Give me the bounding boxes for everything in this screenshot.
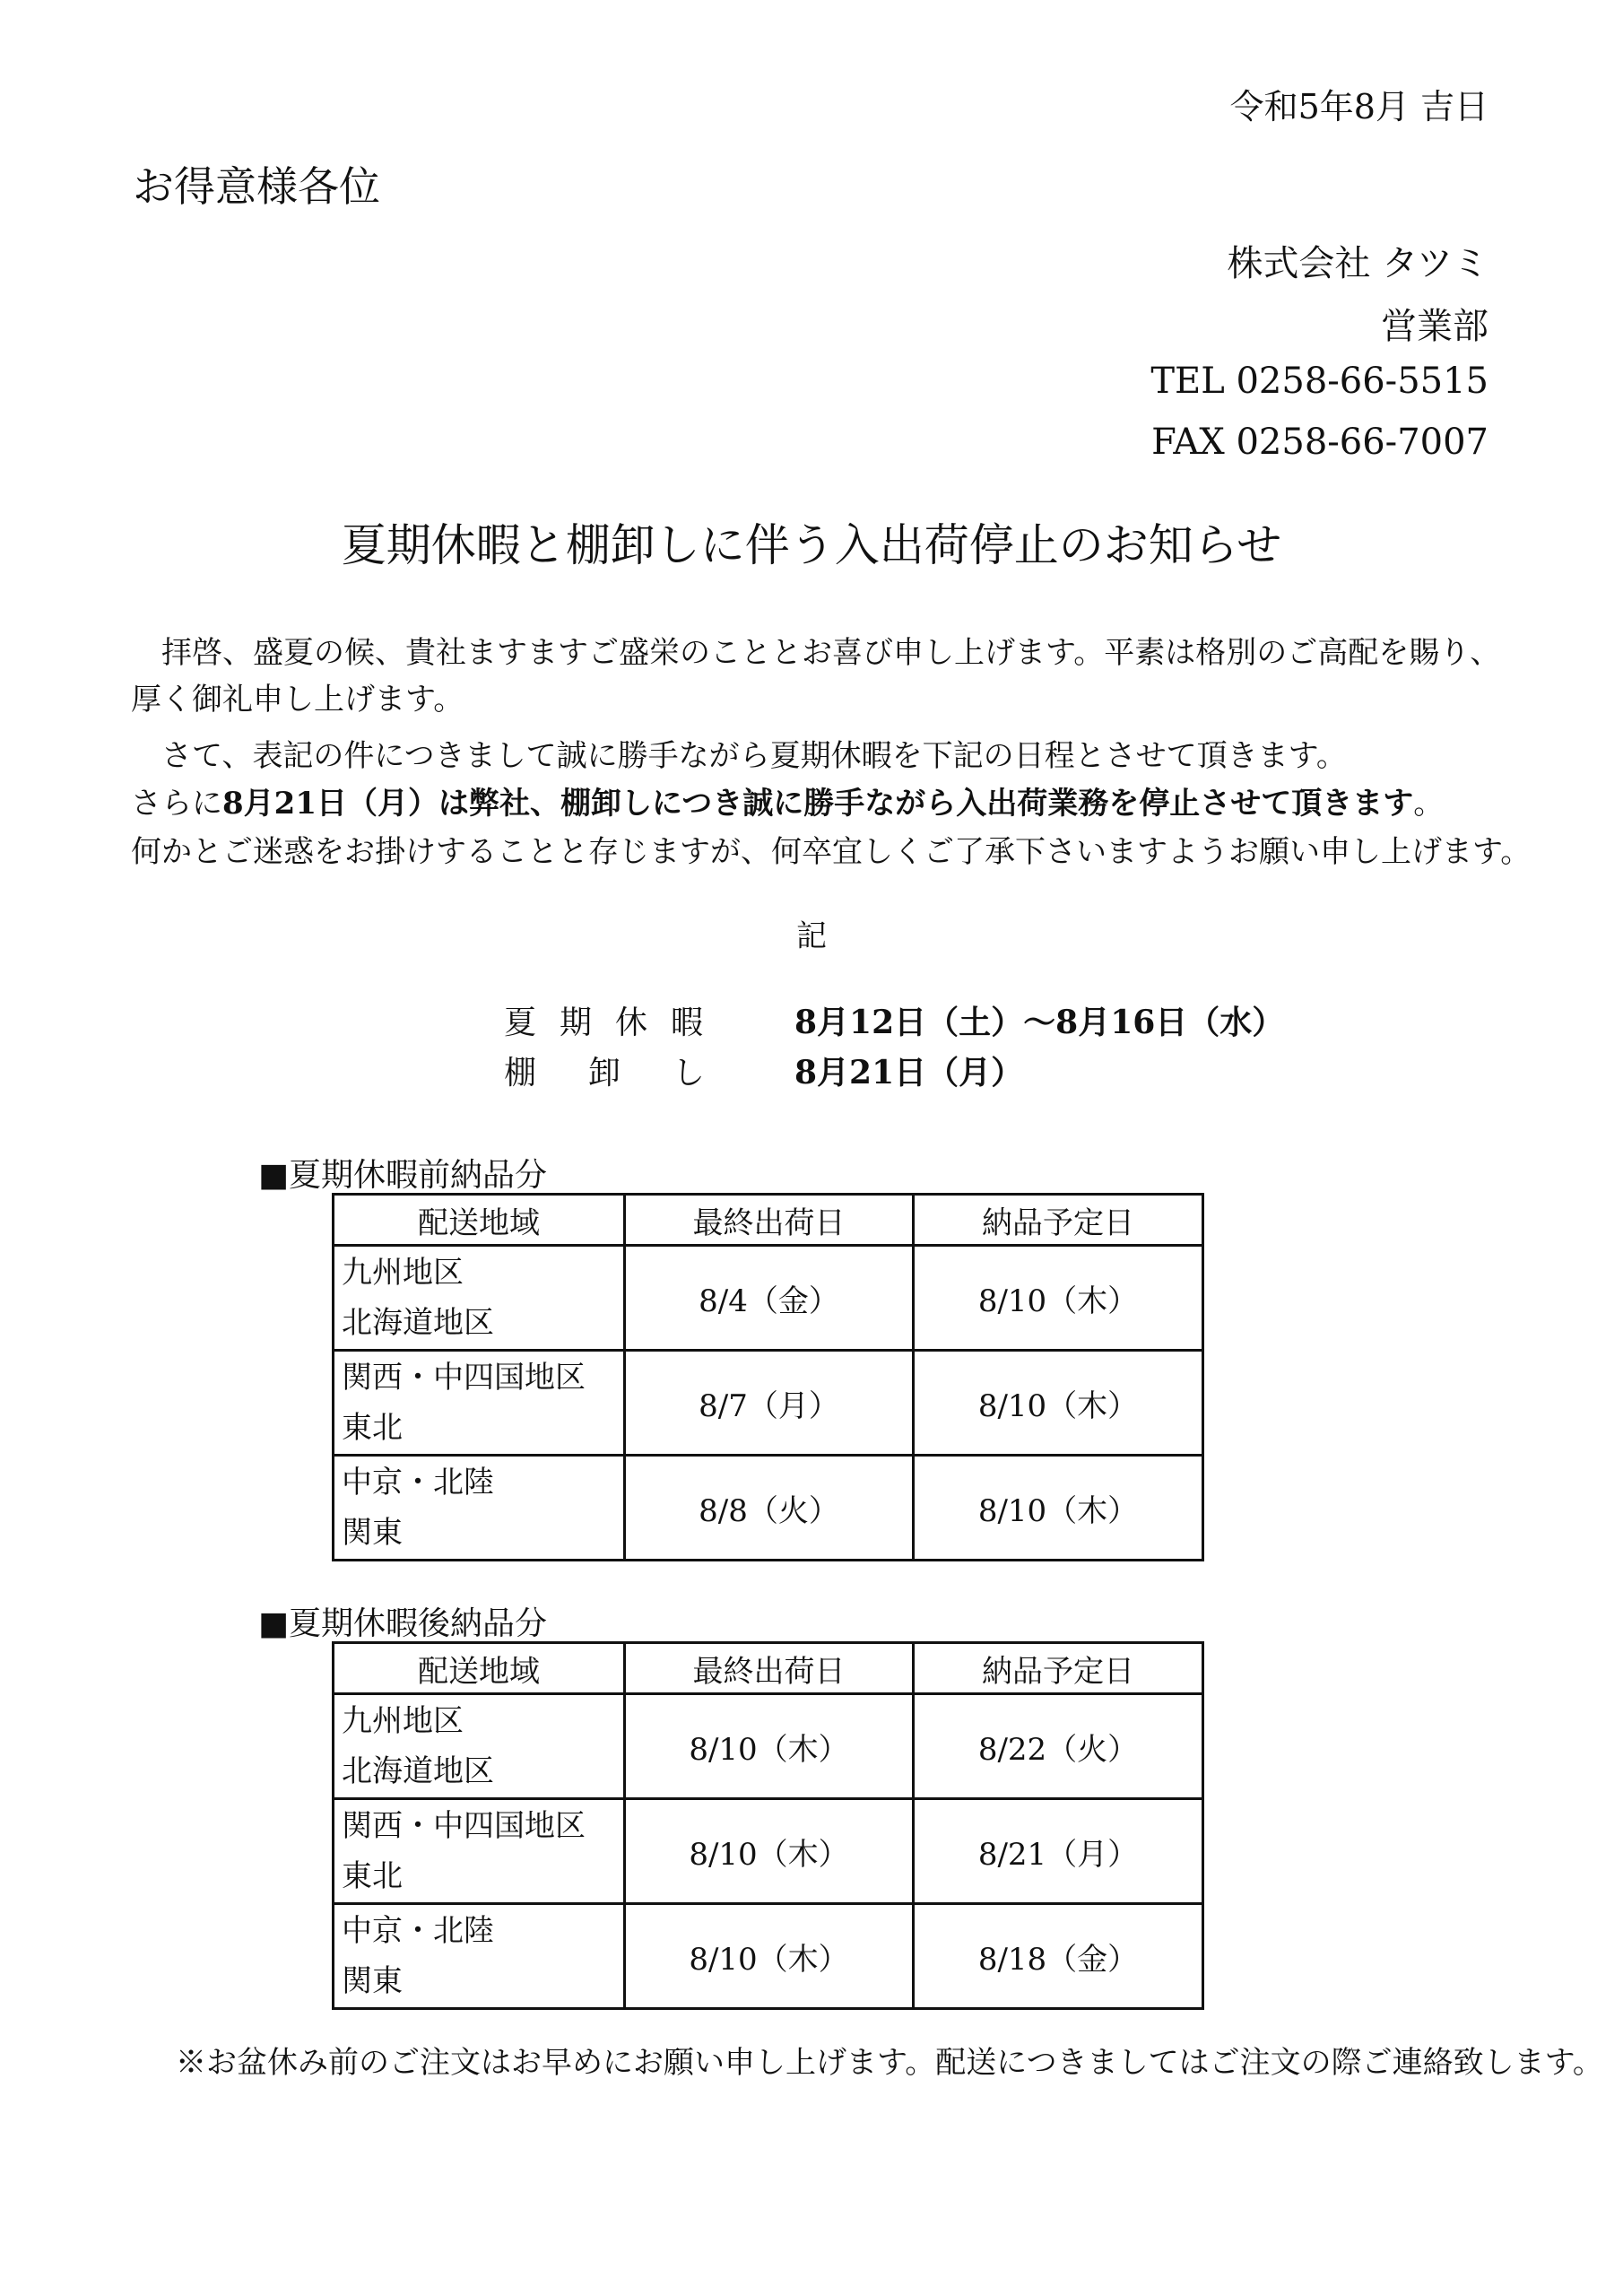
ship-date-cell: 8/10（木） xyxy=(625,1694,914,1799)
ship-date-cell: 8/4（金） xyxy=(625,1246,914,1351)
table-row xyxy=(334,1799,1203,1904)
document-date: 令和5年8月 吉日 xyxy=(1229,87,1488,126)
header-delivery: 納品予定日 xyxy=(914,1643,1203,1694)
region-cell xyxy=(334,1799,625,1904)
table-header-row xyxy=(334,1195,1203,1246)
body-line-emphasis xyxy=(131,778,1444,822)
delivery-date-cell: 8/10（木） xyxy=(914,1351,1203,1456)
schedule-value-inventory: 8月21日（月） xyxy=(794,1054,1024,1091)
ship-date-cell: 8/10（木） xyxy=(625,1904,914,2009)
schedule-value-summer: 8月12日（土）～8月16日（水） xyxy=(794,1004,1285,1041)
section-heading-after: ■夏期休暇後納品分 xyxy=(258,1605,548,1642)
sender-company: 株式会社 タツミ xyxy=(1227,243,1488,284)
body-line: 厚く御礼申し上げます。 xyxy=(131,682,464,718)
region-cell xyxy=(334,1694,625,1799)
section-heading-before: ■夏期休暇前納品分 xyxy=(258,1157,548,1194)
table-row xyxy=(334,1246,1203,1351)
region-line: 中京・北陸 xyxy=(342,1913,494,1949)
delivery-date-cell: 8/22（火） xyxy=(914,1694,1203,1799)
region-line: 関西・中四国地区 xyxy=(342,1808,586,1844)
delivery-date-cell: 8/10（木） xyxy=(914,1456,1203,1561)
region-line: 東北 xyxy=(342,1858,403,1894)
region-line: 北海道地区 xyxy=(342,1753,494,1789)
header-region: 配送地域 xyxy=(334,1195,625,1246)
sender-fax: FAX 0258-66-7007 xyxy=(1151,422,1488,463)
region-line: 九州地区 xyxy=(342,1703,464,1739)
schedule-label-summer: 夏期休暇 xyxy=(504,1004,727,1041)
region-line: 関西・中四国地区 xyxy=(342,1360,586,1396)
header-delivery: 納品予定日 xyxy=(914,1195,1203,1246)
footer-note: ※お盆休み前のご注文はお早めにお願い申し上げます。配送につきましてはご注文の際ご連絡致します。 xyxy=(176,2045,1603,2081)
document-title: 夏期休暇と棚卸しに伴う入出荷停止のお知らせ xyxy=(341,519,1282,571)
delivery-date-cell: 8/18（金） xyxy=(914,1904,1203,2009)
delivery-table-before xyxy=(332,1193,1204,1561)
table-row xyxy=(334,1351,1203,1456)
region-line: 関東 xyxy=(342,1963,403,1999)
region-line: 関東 xyxy=(342,1515,403,1551)
header-last-ship: 最終出荷日 xyxy=(625,1643,914,1694)
delivery-date-cell: 8/21（月） xyxy=(914,1799,1203,1904)
region-cell xyxy=(334,1246,625,1351)
body-line: 拝啓、盛夏の候、貴社ますますご盛栄のこととお喜び申し上げます。平素は格別のご高配を賜り、 xyxy=(131,635,1501,671)
region-cell xyxy=(334,1904,625,2009)
body-line: さて、表記の件につきまして誠に勝手ながら夏期休暇を下記の日程とさせて頂きます。 xyxy=(131,738,1347,774)
sender-department: 営業部 xyxy=(1381,306,1488,347)
header-region: 配送地域 xyxy=(334,1643,625,1694)
ship-date-cell: 8/10（木） xyxy=(625,1799,914,1904)
body-line: 何かとご迷惑をお掛けすることと存じますが、何卒宜しくご了承下さいますようお願い申し上げます。 xyxy=(131,834,1532,870)
region-line: 中京・北陸 xyxy=(342,1465,494,1500)
delivery-table-after xyxy=(332,1641,1204,2010)
region-line: 九州地区 xyxy=(342,1255,464,1291)
region-line: 東北 xyxy=(342,1410,403,1446)
delivery-date-cell: 8/10（木） xyxy=(914,1246,1203,1351)
table-row xyxy=(334,1904,1203,2009)
body-prefix: さらに xyxy=(131,786,222,822)
region-cell xyxy=(334,1456,625,1561)
sender-tel: TEL 0258-66-5515 xyxy=(1150,361,1488,402)
table-row xyxy=(334,1456,1203,1561)
region-line: 北海道地区 xyxy=(342,1305,494,1341)
region-cell xyxy=(334,1351,625,1456)
table-row xyxy=(334,1694,1203,1799)
body-bold-notice: 8月21日（月）は弊社、棚卸しにつき誠に勝手ながら入出荷業務を停止させて頂きます xyxy=(222,786,1414,822)
ship-date-cell: 8/7（月） xyxy=(625,1351,914,1456)
recipient: お得意様各位 xyxy=(133,162,380,211)
body-suffix: 。 xyxy=(1413,786,1445,822)
schedule-label-inventory: 棚卸し xyxy=(504,1055,758,1091)
header-last-ship: 最終出荷日 xyxy=(625,1195,914,1246)
table-header-row xyxy=(334,1643,1203,1694)
ship-date-cell: 8/8（火） xyxy=(625,1456,914,1561)
ki-heading: 記 xyxy=(796,918,827,954)
